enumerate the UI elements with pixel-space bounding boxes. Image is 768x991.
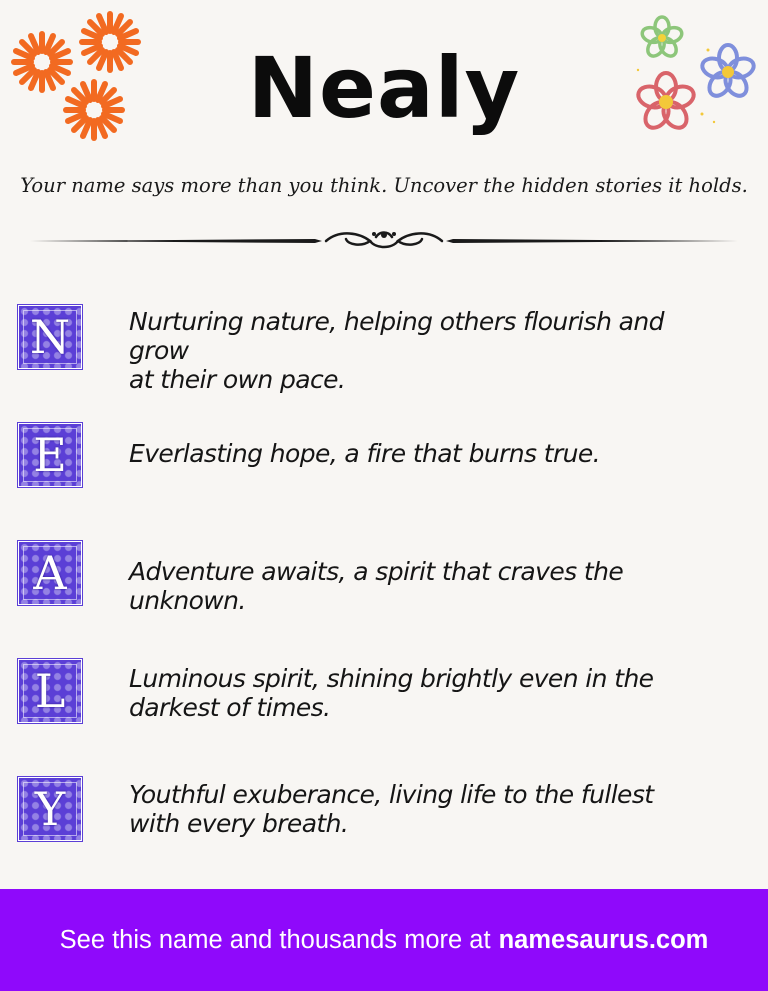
letter-tile	[18, 423, 82, 487]
description-line: with every breath.	[129, 809, 349, 838]
description-line: darkest of times.	[129, 693, 331, 722]
letter-description	[129, 780, 729, 838]
letter-n: N	[29, 310, 71, 364]
ornamental-divider	[30, 225, 738, 257]
tagline: Your name says more than you think. Uncover the hidden stories it holds.	[20, 174, 748, 197]
acrostic-row-n	[16, 305, 736, 394]
description-line: Youthful exuberance, living life to the fullest	[129, 780, 654, 809]
letter-tile	[18, 541, 82, 605]
letter-a: A	[33, 546, 67, 600]
letter-y: Y	[34, 782, 66, 836]
acrostic-row-y	[16, 777, 736, 847]
footer-text: See this name and thousands more at	[59, 925, 491, 954]
acrostic-row-e	[16, 423, 736, 493]
footer-site-link[interactable]: namesaurus.com	[498, 925, 709, 954]
description-line: Nurturing nature, helping others flourish and grow	[129, 307, 664, 365]
letter-tile	[18, 659, 82, 723]
description-line: Adventure awaits, a spirit that craves the unknown.	[129, 557, 624, 615]
letter-tile	[18, 777, 82, 841]
acrostic-row-a	[16, 541, 736, 615]
letter-l: L	[34, 664, 66, 718]
letter-description	[129, 557, 729, 615]
acrostic-row-l	[16, 659, 736, 729]
description-line: Everlasting hope, a fire that burns true.	[129, 439, 601, 468]
description-line: at their own pace.	[129, 365, 346, 394]
footer-banner	[0, 889, 768, 991]
description-line: Luminous spirit, shining brightly even in the	[129, 664, 654, 693]
letter-description	[129, 439, 729, 468]
letter-e: E	[33, 428, 67, 482]
letter-tile	[18, 305, 82, 369]
page-title: Nealy	[247, 39, 521, 137]
letter-description	[129, 664, 729, 722]
letter-description	[129, 307, 729, 394]
